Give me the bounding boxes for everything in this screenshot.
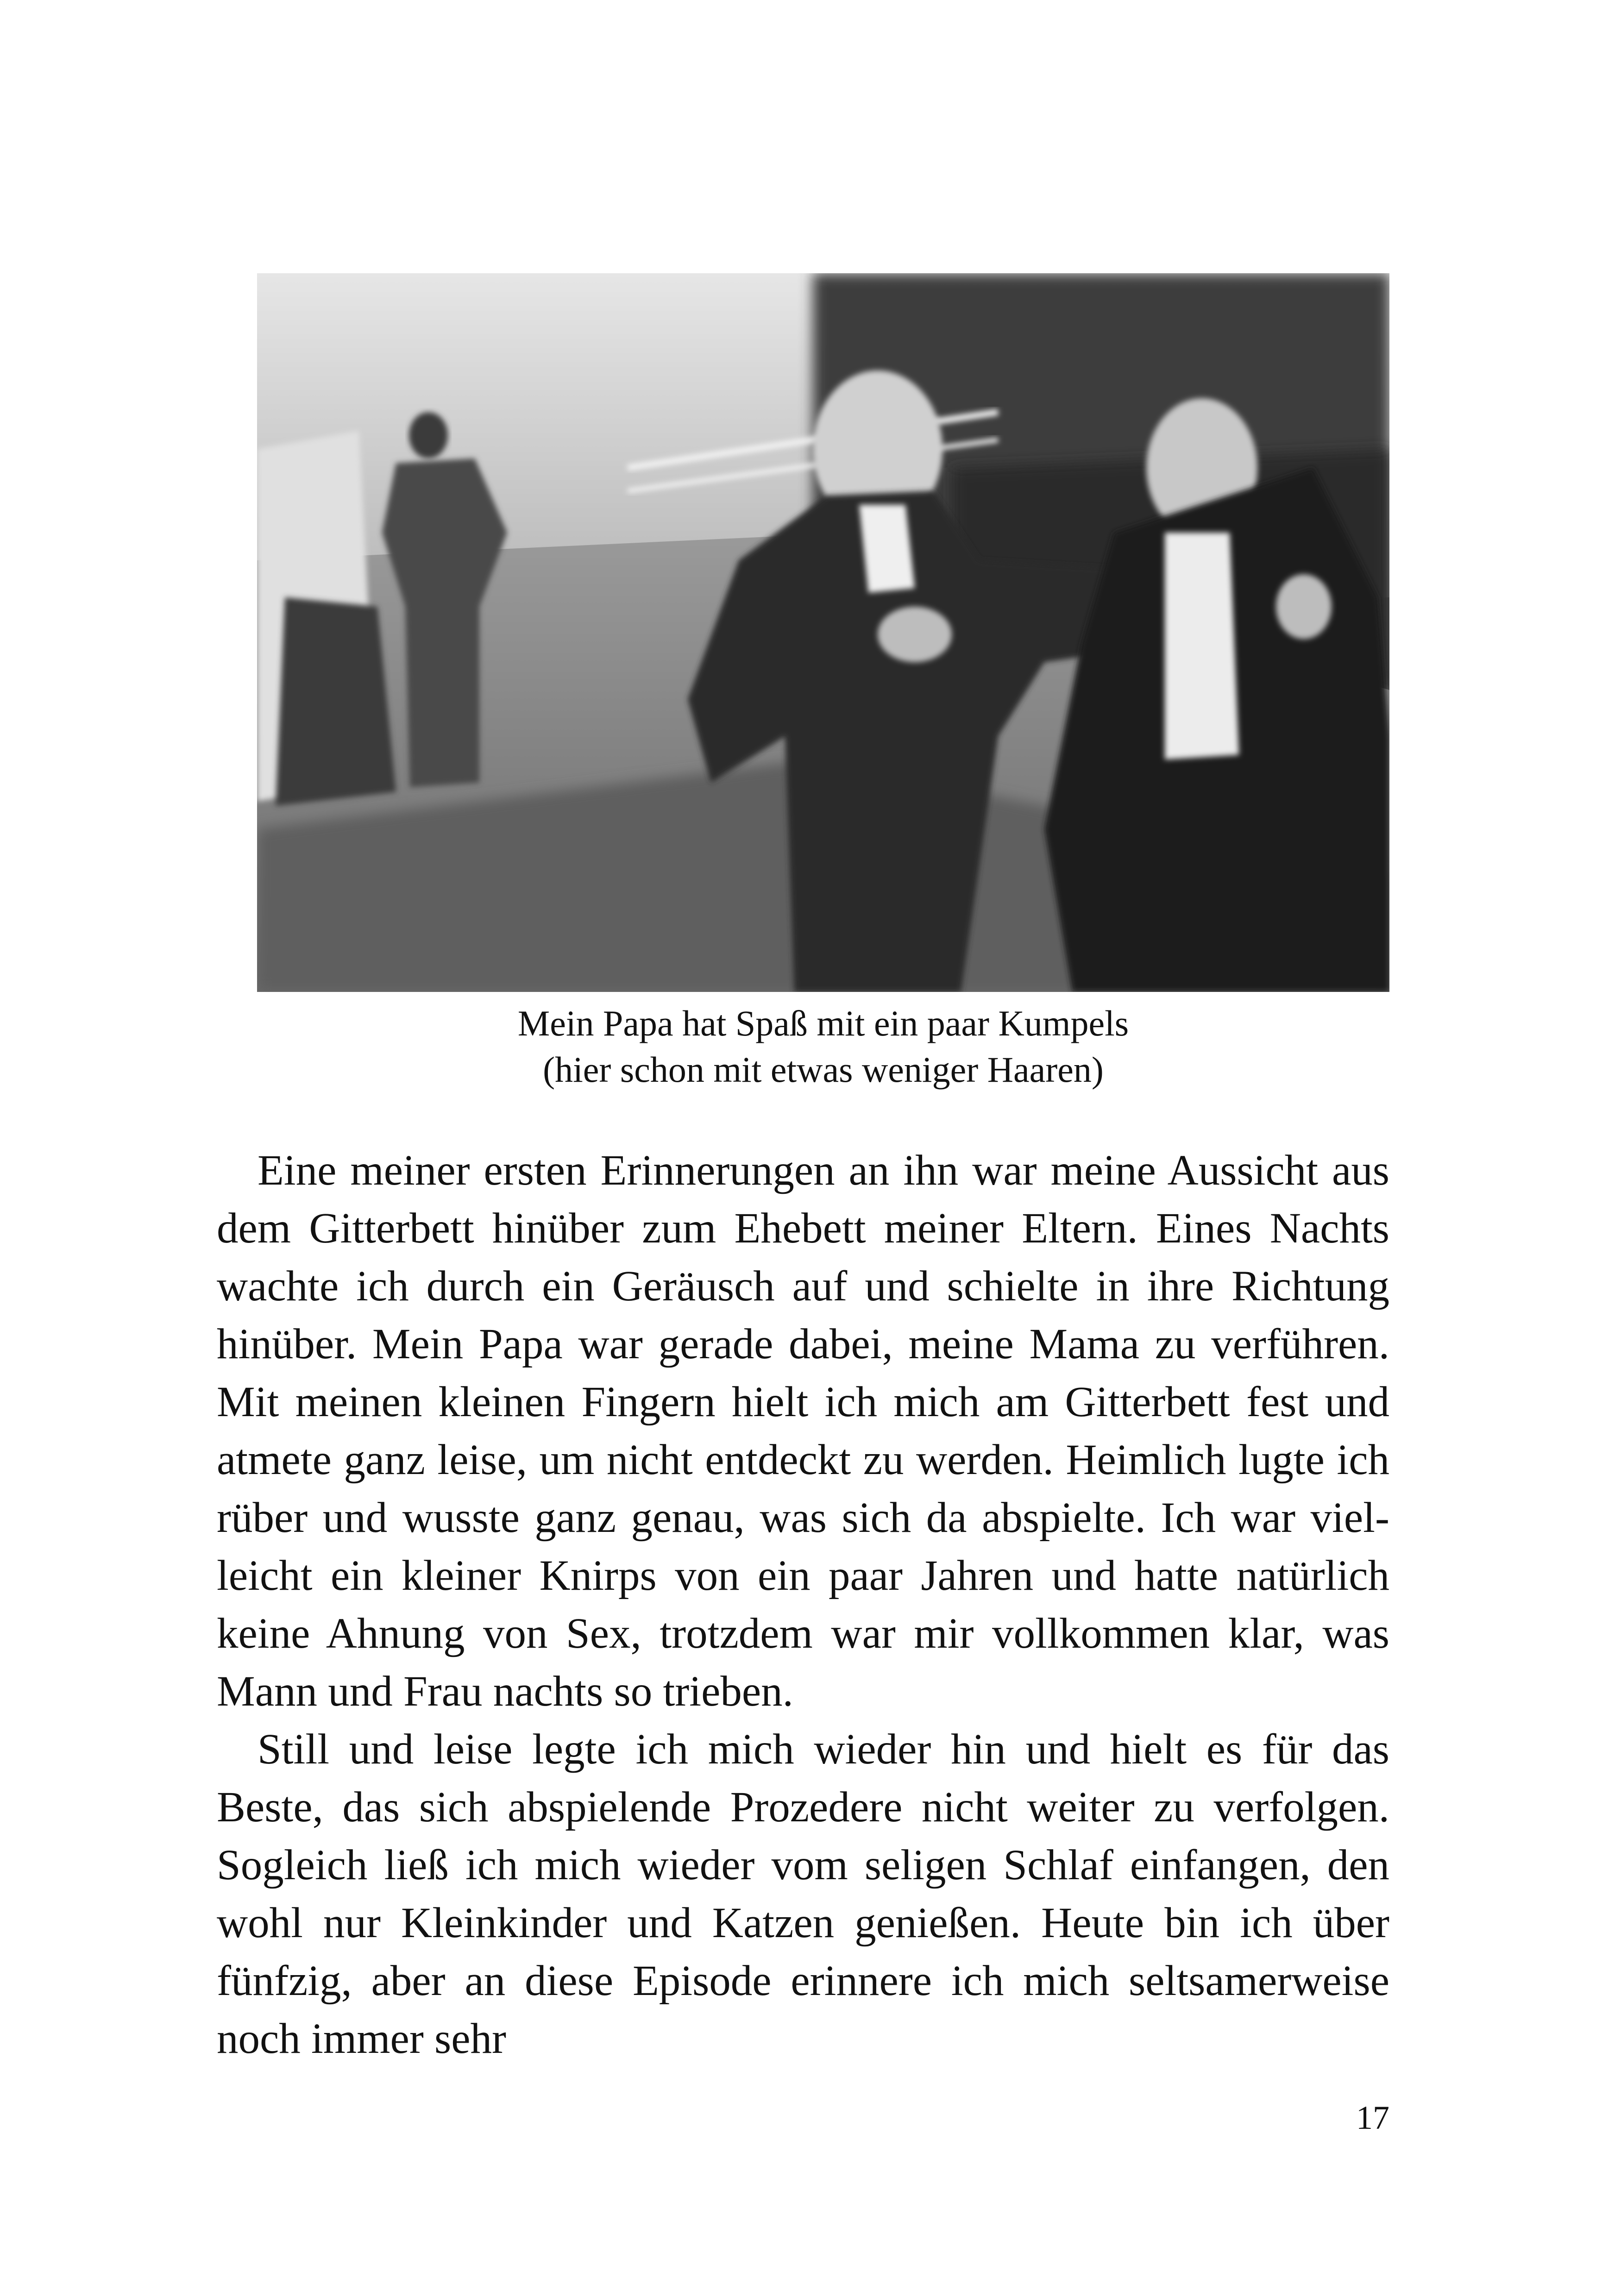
caption-line-1: Mein Papa hat Spaß mit ein paar Kumpels <box>517 1003 1129 1043</box>
photo-image <box>257 273 1389 992</box>
paragraph-2: Still und leise legte ich mich wieder hin und hielt es für das Beste, das sich abspielende Prozedere nicht weiter zu verfolgen. Sogleich ließ ich mich wieder vom seligen Schlaf einfangen, den wohl nur Kleinkinder und Katzen genießen. Heute bin ich über fünfzig, aber an diese Episode erinnere ich mich seltsamerweise noch immer sehr <box>217 1725 1389 2063</box>
paragraph-1: Eine meiner ersten Erinnerungen an ihn war meine Aussicht aus dem Gitterbett hinüber zum Ehebett meiner Eltern. Eines Nachts wachte ich durch ein Geräusch auf und schielte in ihre Richtung hinüber. Mein Papa war gerade dabei, meine Mama zu verführen. Mit meinen kleinen Fingern hielt ich mich am Gitterbett fest und atmete ganz leise, um nicht entdeckt zu werden. Heimlich lugte ich rüber und wusste ganz genau, was sich da abspielte. Ich war vielleicht ein kleiner Knirps von ein paar Jahren und hatte natürlich keine Ahnung von Sex, trotzdem war mir vollkommen klar, was Mann und Frau nachts so trieben. <box>217 1147 1389 1715</box>
photo-two-men-laughing <box>257 273 1389 992</box>
body-text <box>217 1142 1389 2068</box>
photo-caption <box>257 1000 1389 1093</box>
page-number: 17 <box>1356 2099 1389 2136</box>
caption-line-2: (hier schon mit etwas weniger Haaren) <box>543 1049 1104 1090</box>
